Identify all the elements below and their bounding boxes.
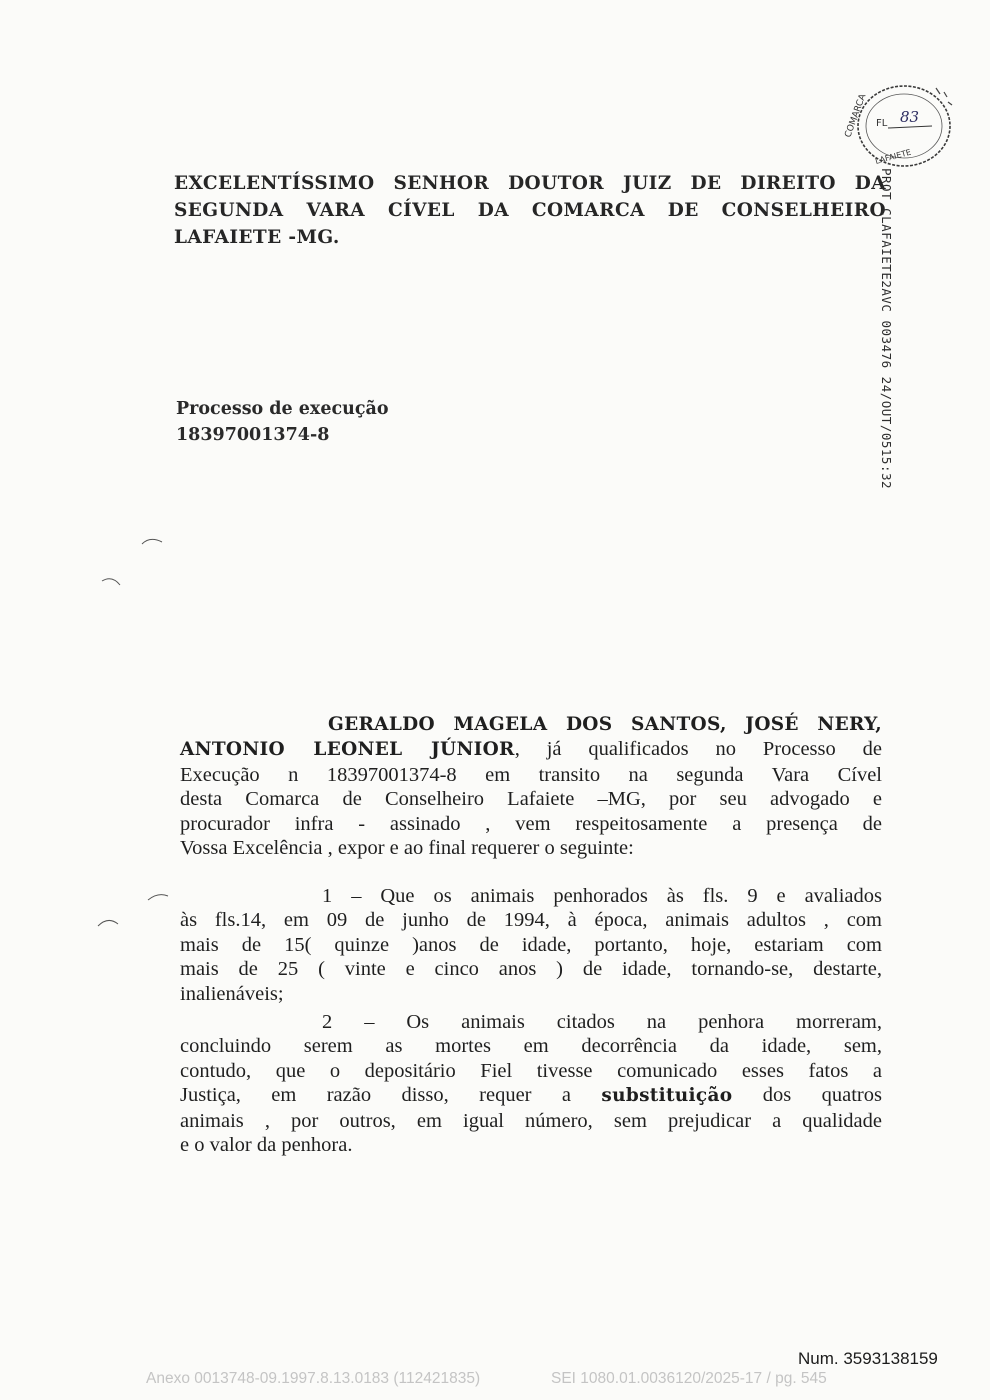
scan-mark <box>140 536 166 546</box>
item1-line-2: às fls.14, em 09 de junho de 1994, à época, animais adultos , com <box>180 909 882 932</box>
address-line-3: LAFAIETE -MG. <box>174 227 340 248</box>
item2-line-1: 2 – Os animais citados na penhora morreram, <box>322 1011 882 1033</box>
parties-names-cont: ANTONIO LEONEL JÚNIOR <box>180 739 515 761</box>
item1-line-1: 1 – Que os animais penhorados às fls. 9 e avaliados <box>322 885 882 907</box>
court-seal <box>836 78 958 178</box>
intro-line-2: Execução n 18397001374-8 em transito na segunda Vara Cível <box>180 763 882 786</box>
item1-line-5: inalienáveis; <box>180 982 284 1005</box>
seal-number: 83 <box>900 108 920 126</box>
process-reference <box>176 396 389 448</box>
address-line-2: SEGUNDA VARA CÍVEL DA COMARCA DE CONSELHEIRO <box>174 200 886 221</box>
item2-line-6: e o valor da penhora. <box>180 1134 353 1157</box>
item1-line-4: mais de 25 ( vinte e cinco anos ) de idade, tornando-se, destarte, <box>180 958 882 981</box>
scan-mark <box>100 575 126 589</box>
address-line-1: EXCELENTÍSSIMO SENHOR DOUTOR JUIZ DE DIREITO DA <box>174 173 886 194</box>
seal-text-top: COMARCA <box>843 92 869 140</box>
item2-line-2: concluindo serem as mortes em decorrência da idade, sem, <box>180 1035 882 1058</box>
item2-line-4-end: dos quatros <box>732 1084 882 1107</box>
item2-line-4: Justiça, em razão disso, requer a <box>180 1084 602 1107</box>
addressee-block <box>174 170 886 251</box>
scan-mark <box>96 916 122 930</box>
scan-mark <box>146 892 172 902</box>
item2-line-5: animais , por outros, em igual número, sem prejudicar a qualidade <box>180 1109 882 1132</box>
substitution-keyword: substituição <box>601 1085 733 1107</box>
intro-line-4: procurador infra - assinado , vem respeitosamente a presença de <box>180 812 882 835</box>
protocol-stamp-text: PROT CLAFAIETE2AVC 003476 24/OUT/0515:32 <box>879 168 894 490</box>
process-number: 18397001374-8 <box>176 425 330 445</box>
item2-line-3: contudo, que o depositário Fiel tivesse comunicado esses fatos a <box>180 1059 882 1082</box>
item1-line-3: mais de 15( quinze )anos de idade, portanto, hoje, estariam com <box>180 933 882 956</box>
intro-line-3: desta Comarca de Conselheiro Lafaiete –MG, por seu advogado e <box>180 788 882 811</box>
annex-reference: Anexo 0013748-09.1997.8.13.0183 (112421835) <box>146 1370 481 1387</box>
item-1-paragraph <box>180 884 882 1006</box>
document-number: Num. 3593138159 <box>798 1349 938 1368</box>
sei-reference: SEI 1080.01.0036120/2025-17 / pg. 545 <box>551 1370 827 1387</box>
item-2-paragraph <box>180 1010 882 1157</box>
process-label: Processo de execução <box>176 399 389 419</box>
protocol-stamp <box>870 168 894 513</box>
intro-line-5: Vossa Excelência , expor e ao final requerer o seguinte: <box>180 837 634 860</box>
parties-names: GERALDO MAGELA DOS SANTOS, JOSÉ NERY, <box>328 714 882 735</box>
intro-line-1: , já qualificados no Processo de <box>514 738 882 761</box>
seal-text-bottom: LAFAIETE <box>874 147 913 166</box>
seal-fl-label: FL <box>876 118 888 129</box>
intro-paragraph <box>180 712 882 860</box>
